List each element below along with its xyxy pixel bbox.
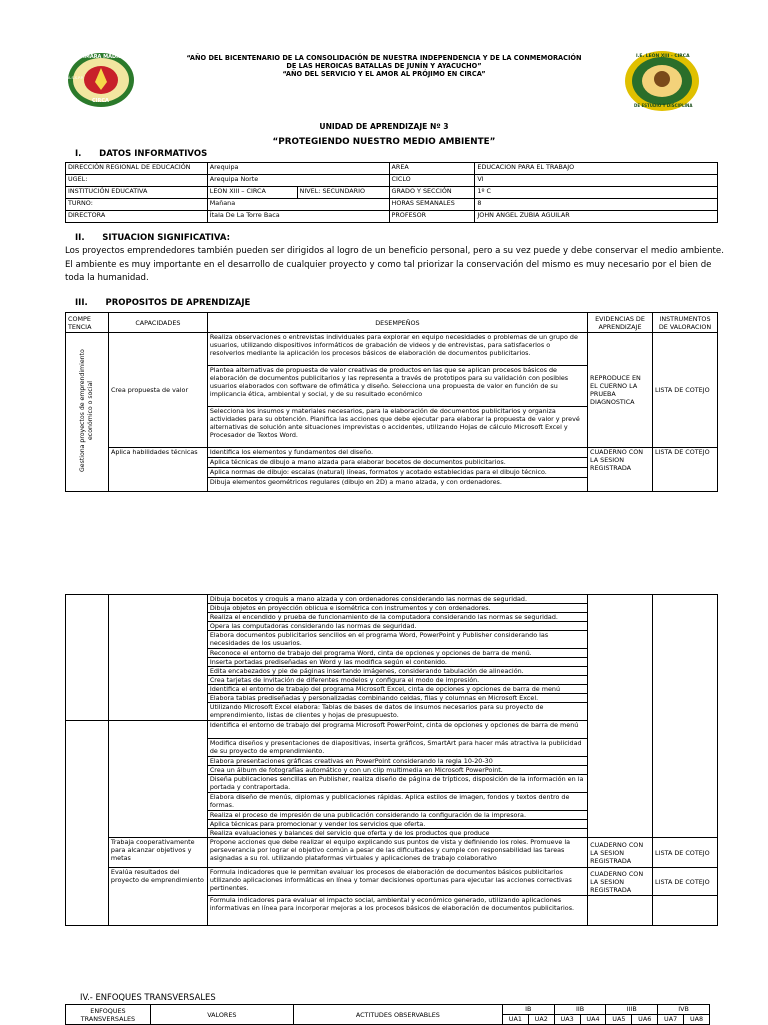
- desempeno-item: Elabora tablas prediseñadas y personalizadas combinando celdas, filas y columnas en Microsoft Excel.: [207, 694, 587, 703]
- unit-ua8: UA8: [684, 1015, 710, 1025]
- label-horas: HORAS SEMANALES: [389, 199, 475, 211]
- logo-left-side-text: A.S.S.P.P.: [68, 76, 84, 80]
- unit-title: “PROTEGIENDO NUESTRO MEDIO AMBIENTE”: [272, 137, 496, 147]
- section-situacion-significativa: II. SITUACION SIGNIFICATIVA:: [75, 233, 231, 243]
- capacidad-trabaja-cooperativamente: Trabaja cooperativamente para alcanzar objetivos y metas: [108, 838, 207, 868]
- desempeno-6: Aplica normas de dibujo: escalas (natural) líneas, formatos y acotado establecidas para el dibujo técnico.: [207, 468, 587, 478]
- instrumento-empty: [653, 896, 718, 926]
- desempeno-2: Plantea alternativas de propuesta de valor creativas de productos en las que se aplican procesos básicos de elaboración de documentos publicitarios y las representa a través de prototipos para su validación con posibles usuarios elaborados con software de ofimática y diseño. Selecciona una propuesta de valor en función de su implicancia ética, ambiental y social, y de su resultado económico: [207, 366, 587, 407]
- desempeno-8: Propone acciones que debe realizar el equipo explicando sus puntos de vista y definiendo los roles. Promueve la perseverancia por lograr el objetivo común a pesar de las dificultades y cumple con responsabilidad las tareas asignadas a su rol. utilizando plataformas virtuales y aplicaciones de trabajo colaborativo: [207, 838, 587, 868]
- datos-informativos-table: [65, 162, 718, 223]
- desempeno-9: Formula indicadores que le permitan evaluar los procesos de elaboración de documentos básicos publicitarios utilizando aplicaciones informáticas en línea y tomar decisiones oportunas para ejecutar las acciones correctivas pertinentes.: [207, 868, 587, 896]
- desempeno-item: Elabora presentaciones gráficas creativas en PowerPoint considerando la regla 10-20-30: [207, 757, 587, 766]
- instrumento-1: LISTA DE COTEJO: [652, 333, 717, 448]
- competencia-cell: [66, 721, 109, 926]
- logo-left-top-text: IMARA MADRE: [83, 54, 124, 60]
- desempeno-4: Identifica los elementos y fundamentos del diseño.: [207, 448, 587, 458]
- header-text: [150, 54, 618, 79]
- unit-ua2: UA2: [528, 1015, 554, 1025]
- value-ciclo: VI: [475, 175, 718, 187]
- capacidad-cell: [108, 721, 207, 838]
- header-line-1: “AÑO DEL BICENTENARIO DE LA CONSOLIDACIÓN DE NUESTRA INDEPENDENCIA Y DE LA CONMEMORACIÓN: [186, 54, 582, 62]
- table-row: [66, 868, 718, 896]
- desempeno-item: Realiza el encendido y prueba de funcionamiento de la computadora considerando las normas se seguridad.: [207, 613, 587, 622]
- unit-ua3: UA3: [554, 1015, 580, 1025]
- evidencia-2: CUADERNO CON LA SESION REGISTRADA: [588, 448, 653, 492]
- capacidad-habilidades-tecnicas: Aplica habilidades técnicas: [108, 448, 207, 492]
- desempeno-7: Dibuja elementos geométricos regulares (dibujo en 2D) a mano alzada, y con ordenadores.: [207, 478, 587, 492]
- evidencia-3: CUADERNO CON LA SESION REGISTRADA: [588, 838, 653, 868]
- header-line-3: “AÑO DEL SERVICIO Y EL AMOR AL PRÓJIMO EN CIRCA”: [282, 70, 486, 79]
- value-horas: 8: [475, 199, 718, 211]
- capacidad-cell: [108, 595, 207, 721]
- header-desempenos: DESEMPEÑOS: [207, 313, 587, 333]
- table-row: [66, 838, 718, 868]
- value-ugel: Arequipa Norte: [207, 175, 389, 187]
- value-nivel: NIVEL: SECUNDARIO: [297, 187, 389, 199]
- evidencia-cell: [588, 595, 653, 838]
- header-competencia: COMPE TENCIA: [66, 313, 109, 333]
- value-turno: Mañana: [207, 199, 389, 211]
- evidencia-4: CUADERNO CON LA SESION REGISTRADA: [588, 868, 653, 896]
- value-dre: Arequipa: [207, 163, 389, 175]
- section-datos-informativos: I. DATOS INFORMATIVOS: [75, 149, 208, 159]
- desempeno-item: Dibuja objetos en proyección oblicua e isométrica con instrumentos y con ordenadores.: [207, 604, 587, 613]
- desempeno-item: Realiza el proceso de impresión de una publicación considerando la configuración de la impresora.: [207, 811, 587, 820]
- header-instrumentos: INSTRUMENTOS DE VALORACION: [652, 313, 717, 333]
- desempeno-item: Reconoce el entorno de trabajo del programa Word, cinta de opciones y opciones de barra de menú.: [207, 649, 587, 658]
- desempeno-item: Inserta portadas prediseñadas en Word y las modifica según el contenido.: [207, 658, 587, 667]
- competencia-cell: [66, 333, 109, 492]
- desempeno-item: Opera las computadoras considerando las normas de seguridad.: [207, 622, 587, 631]
- desempeno-item: Realiza evaluaciones y balances del servicio que oferta y de los productos que produce: [207, 829, 587, 838]
- table-row: [66, 187, 718, 199]
- competencia-text: Gestiona proyectos de emprendimiento económico o social: [78, 349, 94, 473]
- value-area: EDUCACION PARA EL TRABAJO: [475, 163, 718, 175]
- propositos-table: [65, 312, 718, 492]
- evidencia-1: REPRODUCE EN EL CUERNO LA PRUEBA DIAGNOSTICA: [588, 333, 653, 448]
- label-turno: TURNO:: [66, 199, 208, 211]
- evidencia-empty: [588, 896, 653, 926]
- unit-ua5: UA5: [606, 1015, 632, 1025]
- logo-left: [67, 52, 135, 108]
- continued-rows: [66, 595, 718, 926]
- value-ie: LEON XIII – CIRCA: [207, 187, 297, 199]
- period-iib: IIB: [554, 1005, 606, 1015]
- desempeno-item: Elabora diseño de menús, diplomas y publicaciones rápidas. Aplica estilos de imagen, fondos y textos dentro de formas.: [207, 793, 587, 811]
- enfoques-table: [65, 1004, 710, 1025]
- table-row: [66, 199, 718, 211]
- value-directora: Ítala De La Torre Baca: [207, 211, 389, 223]
- header-evidencias: EVIDENCIAS DE APRENDIZAJE: [588, 313, 653, 333]
- instrumento-cell: [653, 595, 718, 838]
- desempeno-item: Edita encabezados y pie de páginas insertando imágenes, considerando tabulación de alineación.: [207, 667, 587, 676]
- situacion-paragraph-1: Los proyectos emprendedores también pueden ser dirigidos al logro de un beneficio personal, pero a su vez puede y debe conservar el medio ambiente.: [65, 246, 724, 256]
- unit-ua6: UA6: [632, 1015, 658, 1025]
- desempeno-5: Aplica técnicas de dibujo a mano alzada para elaborar bocetos de documentos publicitarios.: [207, 458, 587, 468]
- desempeno-item: Dibuja bocetos y croquis a mano alzada y con ordenadores considerando las normas de seguridad.: [207, 595, 587, 604]
- table-row: [66, 211, 718, 223]
- desempeno-item: Utilizando Microsoft Excel elabora: Tablas de bases de datos de insumos necesarios para su proyecto de emprendimiento, listas de clientes y hojas de presupuesto.: [207, 703, 587, 721]
- unit-ua1: UA1: [502, 1015, 528, 1025]
- table-row: [66, 595, 718, 604]
- logo-right-bottom-text: DE ESTUDIO Y DISCIPLINA: [634, 103, 693, 108]
- period-iiib: IIIB: [606, 1005, 658, 1015]
- section-enfoques: IV.- ENFOQUES TRANSVERSALES: [80, 992, 216, 1002]
- header-valores: VALORES: [150, 1005, 293, 1025]
- capacidad-evalua-resultados: Evalúa resultados del proyecto de emprendimiento: [108, 868, 207, 926]
- table-header-row: [66, 313, 718, 333]
- desempeno-3: Selecciona los insumos y materiales necesarios, para la elaboración de documentos publicitarios y organiza actividades para su obtención. Planifica las acciones que debe ejecutar para elaborar la propuesta de valor y prevé alternativas de solución ante situaciones imprevistas o accidentes, utilizando Hojas de cálculo Microsoft Excel y Procesador de Textos Word.: [207, 407, 587, 448]
- unit-ua4: UA4: [580, 1015, 606, 1025]
- logo-right: [624, 50, 700, 112]
- label-area: AREA: [389, 163, 475, 175]
- label-ie: INSTITUCIÓN EDUCATIVA: [66, 187, 208, 199]
- logo-right-top-text: I.E. LEÓN XIII - CIRCA: [636, 54, 690, 59]
- logo-left-bottom-text: CIRCA: [92, 98, 109, 104]
- header-line-2: DE LAS HEROICAS BATALLAS DE JUNÍN Y AYACUCHO”: [286, 62, 482, 71]
- period-ivb: IVB: [658, 1005, 710, 1015]
- desempeno-item: Modifica diseños y presentaciones de diapositivas, inserta gráficos, SmartArt para hacer más atractiva la publicidad de su proyecto de emprendimiento.: [207, 739, 587, 757]
- instrumento-4: LISTA DE COTEJO: [653, 868, 718, 896]
- situacion-paragraph-2: El ambiente es muy importante en el desarrollo de cualquier proyecto y como tal priorizar la conservación del mismo es muy necesario por el bien de toda la humanidad.: [65, 260, 712, 283]
- table-header-row: [66, 1005, 710, 1015]
- unit-ua7: UA7: [658, 1015, 684, 1025]
- label-dre: DIRECCIÓN REGIONAL DE EDUCACIÓN: [66, 163, 208, 175]
- desempeno-item: Identifica el entorno de trabajo del programa Microsoft PowerPoint, cinta de opciones y opciones de barra de menú: [207, 721, 587, 739]
- desempeno-item: Identifica el entorno de trabajo del programa Microsoft Excel, cinta de opciones y opciones de barra de menú: [207, 685, 587, 694]
- desempeno-item: Crea tarjetas de invitación de diferentes modelos y configura el modo de impresión.: [207, 676, 587, 685]
- header-capacidades: CAPACIDADES: [108, 313, 207, 333]
- desempeno-item: Elabora documentos publicitarios sencillos en el programa Word, PowerPoint y Publisher considerando las necesidades de los usuarios.: [207, 631, 587, 649]
- desempeno-1: Realiza observaciones o entrevistas individuales para explorar en equipo necesidades o problemas de un grupo de usuarios, utilizando dispositivos informáticos de grabación de videos y de entrevistas, para satisfacerlos o resolverlos mediante la aplicación los procesos básicos de elaboración de documentos publicitarios.: [207, 333, 587, 366]
- header-actitudes: ACTITUDES OBSERVABLES: [293, 1005, 502, 1025]
- desempeno-item: Crea un álbum de fotografías automático y con un clip multimedia en Microsoft PowerPoint.: [207, 766, 587, 775]
- label-ciclo: CICLO: [389, 175, 475, 187]
- section-propositos: III. PROPOSITOS DE APRENDIZAJE: [75, 298, 251, 308]
- label-directora: DIRECTORA: [66, 211, 208, 223]
- desempeno-10: Formula indicadores para evaluar el impacto social, ambiental y económico generado, utilizando aplicaciones informativas en línea para incorporar mejoras a los procesos básicos de elaboración de documentos publicitarios.: [207, 896, 587, 926]
- label-ugel: UGEL:: [66, 175, 208, 187]
- propositos-table-continued: [65, 594, 718, 926]
- header-enfoques: ENFOQUES TRANSVERSALES: [66, 1005, 151, 1025]
- desempeno-item: Aplica técnicas para promocionar y vender los servicios que oferta.: [207, 820, 587, 829]
- period-ib: IB: [502, 1005, 554, 1015]
- table-row: [66, 175, 718, 187]
- table-row: [66, 333, 718, 366]
- capacidad-crea-propuesta: Crea propuesta de valor: [108, 333, 207, 448]
- instrumento-2: LISTA DE COTEJO: [652, 448, 717, 492]
- table-row: [66, 448, 718, 458]
- table-row: [66, 163, 718, 175]
- label-grado: GRADO Y SECCIÓN: [389, 187, 475, 199]
- unit-number: UNIDAD DE APRENDIZAJE Nº 3: [319, 122, 449, 131]
- instrumento-3: LISTA DE COTEJO: [653, 838, 718, 868]
- desempeno-item: Diseña publicaciones sencillas en Publisher, realiza diseño de página de trípticos, disposición de la información en la portada y contraportada.: [207, 775, 587, 793]
- competencia-cell: [66, 595, 109, 721]
- label-profesor: PROFESOR: [389, 211, 475, 223]
- value-profesor: JOHN ANGEL ZUBIA AGUILAR: [475, 211, 718, 223]
- value-grado: 1º C: [475, 187, 718, 199]
